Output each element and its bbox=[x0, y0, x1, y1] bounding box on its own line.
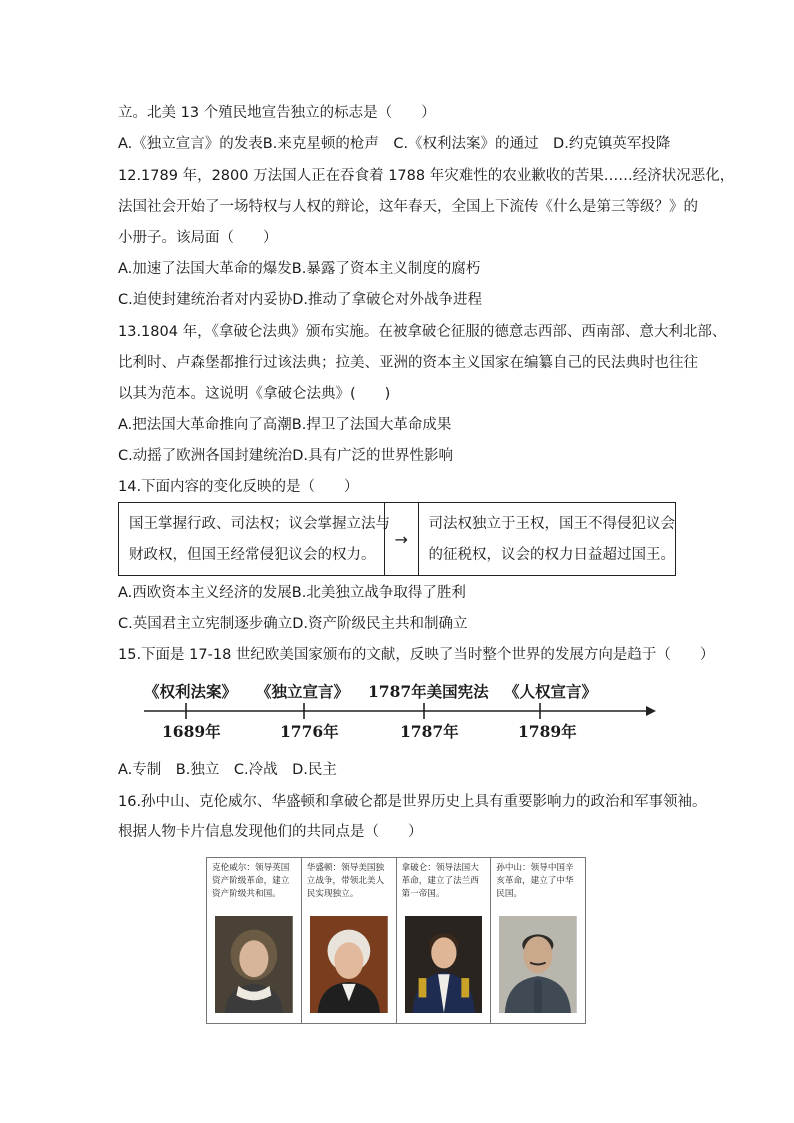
comparison-before bbox=[119, 503, 390, 575]
person-card-sun-yat-sen bbox=[491, 858, 585, 1023]
timeline-year: 1789年 bbox=[518, 722, 577, 741]
timeline-document: 1787年美国宪法 bbox=[368, 682, 489, 701]
option-line: A.西欧资本主义经济的发展B.北美独立战争取得了胜利 bbox=[118, 585, 466, 601]
cromwell-portrait bbox=[215, 916, 293, 1013]
option-line: A.专制 B.独立 C.冷战 D.民主 bbox=[118, 762, 337, 778]
option-line: A.加速了法国大革命的爆发B.暴露了资本主义制度的腐朽 bbox=[118, 261, 481, 277]
timeline-year: 1689年 bbox=[162, 722, 221, 741]
option-line: A.《独立宣言》的发表B.来克星顿的枪声 C.《权利法案》的通过 D.约克镇英军投降 bbox=[118, 136, 671, 152]
text-line: 小册子。该局面（ ） bbox=[118, 230, 278, 246]
option-line: C.迫使封建统治者对内妥协D.推动了拿破仑对外战争进程 bbox=[118, 292, 483, 308]
document-timeline bbox=[140, 678, 660, 748]
person-card-cromwell bbox=[207, 858, 302, 1023]
option-line: C.动摇了欧洲各国封建统治D.具有广泛的世界性影响 bbox=[118, 448, 454, 464]
text-line: 比利时、卢森堡都推行过该法典；拉美、亚洲的资本主义国家在编纂自己的民法典时也往往 bbox=[118, 355, 698, 371]
question-15: 15.下面是 17-18 世纪欧美国家颁布的文献，反映了当时整个世界的发展方向是趋于（ ） bbox=[118, 647, 715, 663]
timeline-document: 《人权宣言》 bbox=[504, 682, 598, 701]
arrow-icon bbox=[646, 706, 656, 716]
sun-yat-sen-portrait bbox=[499, 916, 577, 1013]
card-text: 克伦威尔：领导英国资产阶级革命，建立资产阶级共和国。 bbox=[212, 863, 290, 899]
arrow-icon: → bbox=[385, 503, 419, 575]
question-12: 12.1789 年，2800 万法国人正在吞食着 1788 年灾难性的农业歉收的苦果……经济状况恶化， bbox=[118, 168, 735, 184]
option-line: C.英国君主立宪制逐步确立D.资产阶级民主共和制确立 bbox=[118, 616, 468, 632]
text-line: 以其为范本。这说明《拿破仑法典》( ) bbox=[118, 386, 391, 402]
text-line: 法国社会开始了一场特权与人权的辩论，这年春天，全国上下流传《什么是第三等级？》的 bbox=[118, 199, 698, 215]
card-text: 孙中山：领导中国辛亥革命，建立了中华民国。 bbox=[496, 863, 574, 899]
timeline-year: 1787年 bbox=[400, 722, 459, 741]
question-14: 14.下面内容的变化反映的是（ ） bbox=[118, 479, 359, 495]
washington-portrait bbox=[310, 916, 388, 1013]
comparison-after-line: 的征税权，议会的权力日益超过国王。 bbox=[428, 547, 675, 563]
question-16: 16.孙中山、克伦威尔、华盛顿和拿破仑都是世界历史上具有重要影响力的政治和军事领袖。 bbox=[118, 794, 707, 810]
comparison-after-line: 司法权独立于王权，国王不得侵犯议会 bbox=[428, 516, 675, 532]
person-cards bbox=[206, 857, 586, 1024]
timeline-year: 1776年 bbox=[280, 722, 339, 741]
text-line: 根据人物卡片信息发现他们的共同点是（ ） bbox=[118, 824, 423, 840]
text-line: 立。北美 13 个殖民地宣告独立的标志是（ ） bbox=[118, 105, 436, 121]
comparison-table bbox=[118, 502, 676, 576]
comparison-before-line: 财政权，但国王经常侵犯议会的权力。 bbox=[129, 547, 376, 563]
comparison-after bbox=[419, 503, 676, 575]
person-card-washington bbox=[302, 858, 397, 1023]
card-text: 华盛顿：领导美国独立战争，带领北美人民实现独立。 bbox=[306, 863, 385, 899]
card-text: 拿破仑：领导法国大革命，建立了法兰西第一帝国。 bbox=[401, 863, 479, 899]
napoleon-portrait bbox=[405, 916, 483, 1013]
comparison-before-line: 国王掌握行政、司法权；议会掌握立法与 bbox=[129, 516, 390, 532]
question-13: 13.1804 年，《拿破仑法典》颁布实施。在被拿破仑征服的德意志西部、西南部、意大利北部、 bbox=[118, 324, 727, 340]
timeline-document: 《独立宣言》 bbox=[256, 682, 350, 701]
timeline-document: 《权利法案》 bbox=[144, 682, 238, 701]
person-card-napoleon bbox=[397, 858, 492, 1023]
option-line: A.把法国大革命推向了高潮B.捍卫了法国大革命成果 bbox=[118, 417, 452, 433]
